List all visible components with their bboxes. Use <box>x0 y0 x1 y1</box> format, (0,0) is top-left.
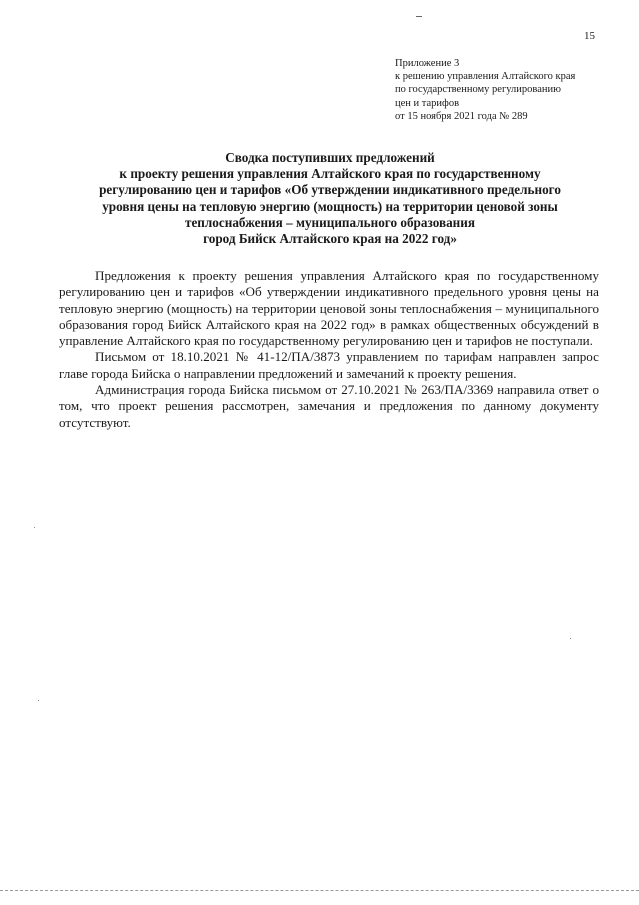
document-body <box>59 268 599 431</box>
appendix-line: цен и тарифов <box>395 97 460 109</box>
scan-speck <box>34 527 35 528</box>
appendix-line: к решению управления Алтайского края <box>395 71 576 83</box>
title-line: город Бийск Алтайского края на 2022 год» <box>203 231 457 247</box>
page-number: 15 <box>584 30 595 42</box>
title-line: к проекту решения управления Алтайского края по государственному <box>119 166 541 182</box>
body-paragraph: Письмом от 18.10.2021 № 41-12/ПА/3873 управлением по тарифам направлен запрос главе города Бийска о направлении предложений и замечаний к проекту решения. <box>59 349 599 381</box>
title-line: уровня цены на тепловую энергию (мощность) на территории ценовой зоны <box>102 198 558 214</box>
page-bottom-edge <box>0 890 639 891</box>
title-line: регулированию цен и тарифов «Об утверждении индикативного предельного <box>99 182 561 198</box>
body-paragraph: Администрация города Бийска письмом от 27.10.2021 № 263/ПА/3369 направила ответ о том, что проект решения рассмотрен, замечания и предложения по данному документу отсутствуют. <box>59 382 599 430</box>
appendix-line: Приложение 3 <box>395 58 460 69</box>
title-line: Сводка поступивших предложений <box>225 150 435 165</box>
appendix-line: по государственному регулированию <box>395 84 561 96</box>
scan-artifact <box>416 16 422 17</box>
scan-speck <box>38 700 39 701</box>
scan-speck <box>570 638 571 639</box>
document-title <box>60 150 600 247</box>
appendix-line: от 15 ноября 2021 года № 289 <box>395 110 528 122</box>
title-line: теплоснабжения – муниципального образования <box>184 214 476 230</box>
body-paragraph: Предложения к проекту решения управления Алтайского края по государственному регулированию цен и тарифов «Об утверждении индикативного предельного уровня цены на тепловую энергию (мощность) на территории ценовой зоны теплоснабжения – муниципального образования город Бийск Алтайского края на 2022 год» в рамках общественных обсуждений в управление Алтайского края по государственному регулированию цен и тарифов не поступали. <box>59 268 599 349</box>
appendix-block <box>395 57 615 123</box>
